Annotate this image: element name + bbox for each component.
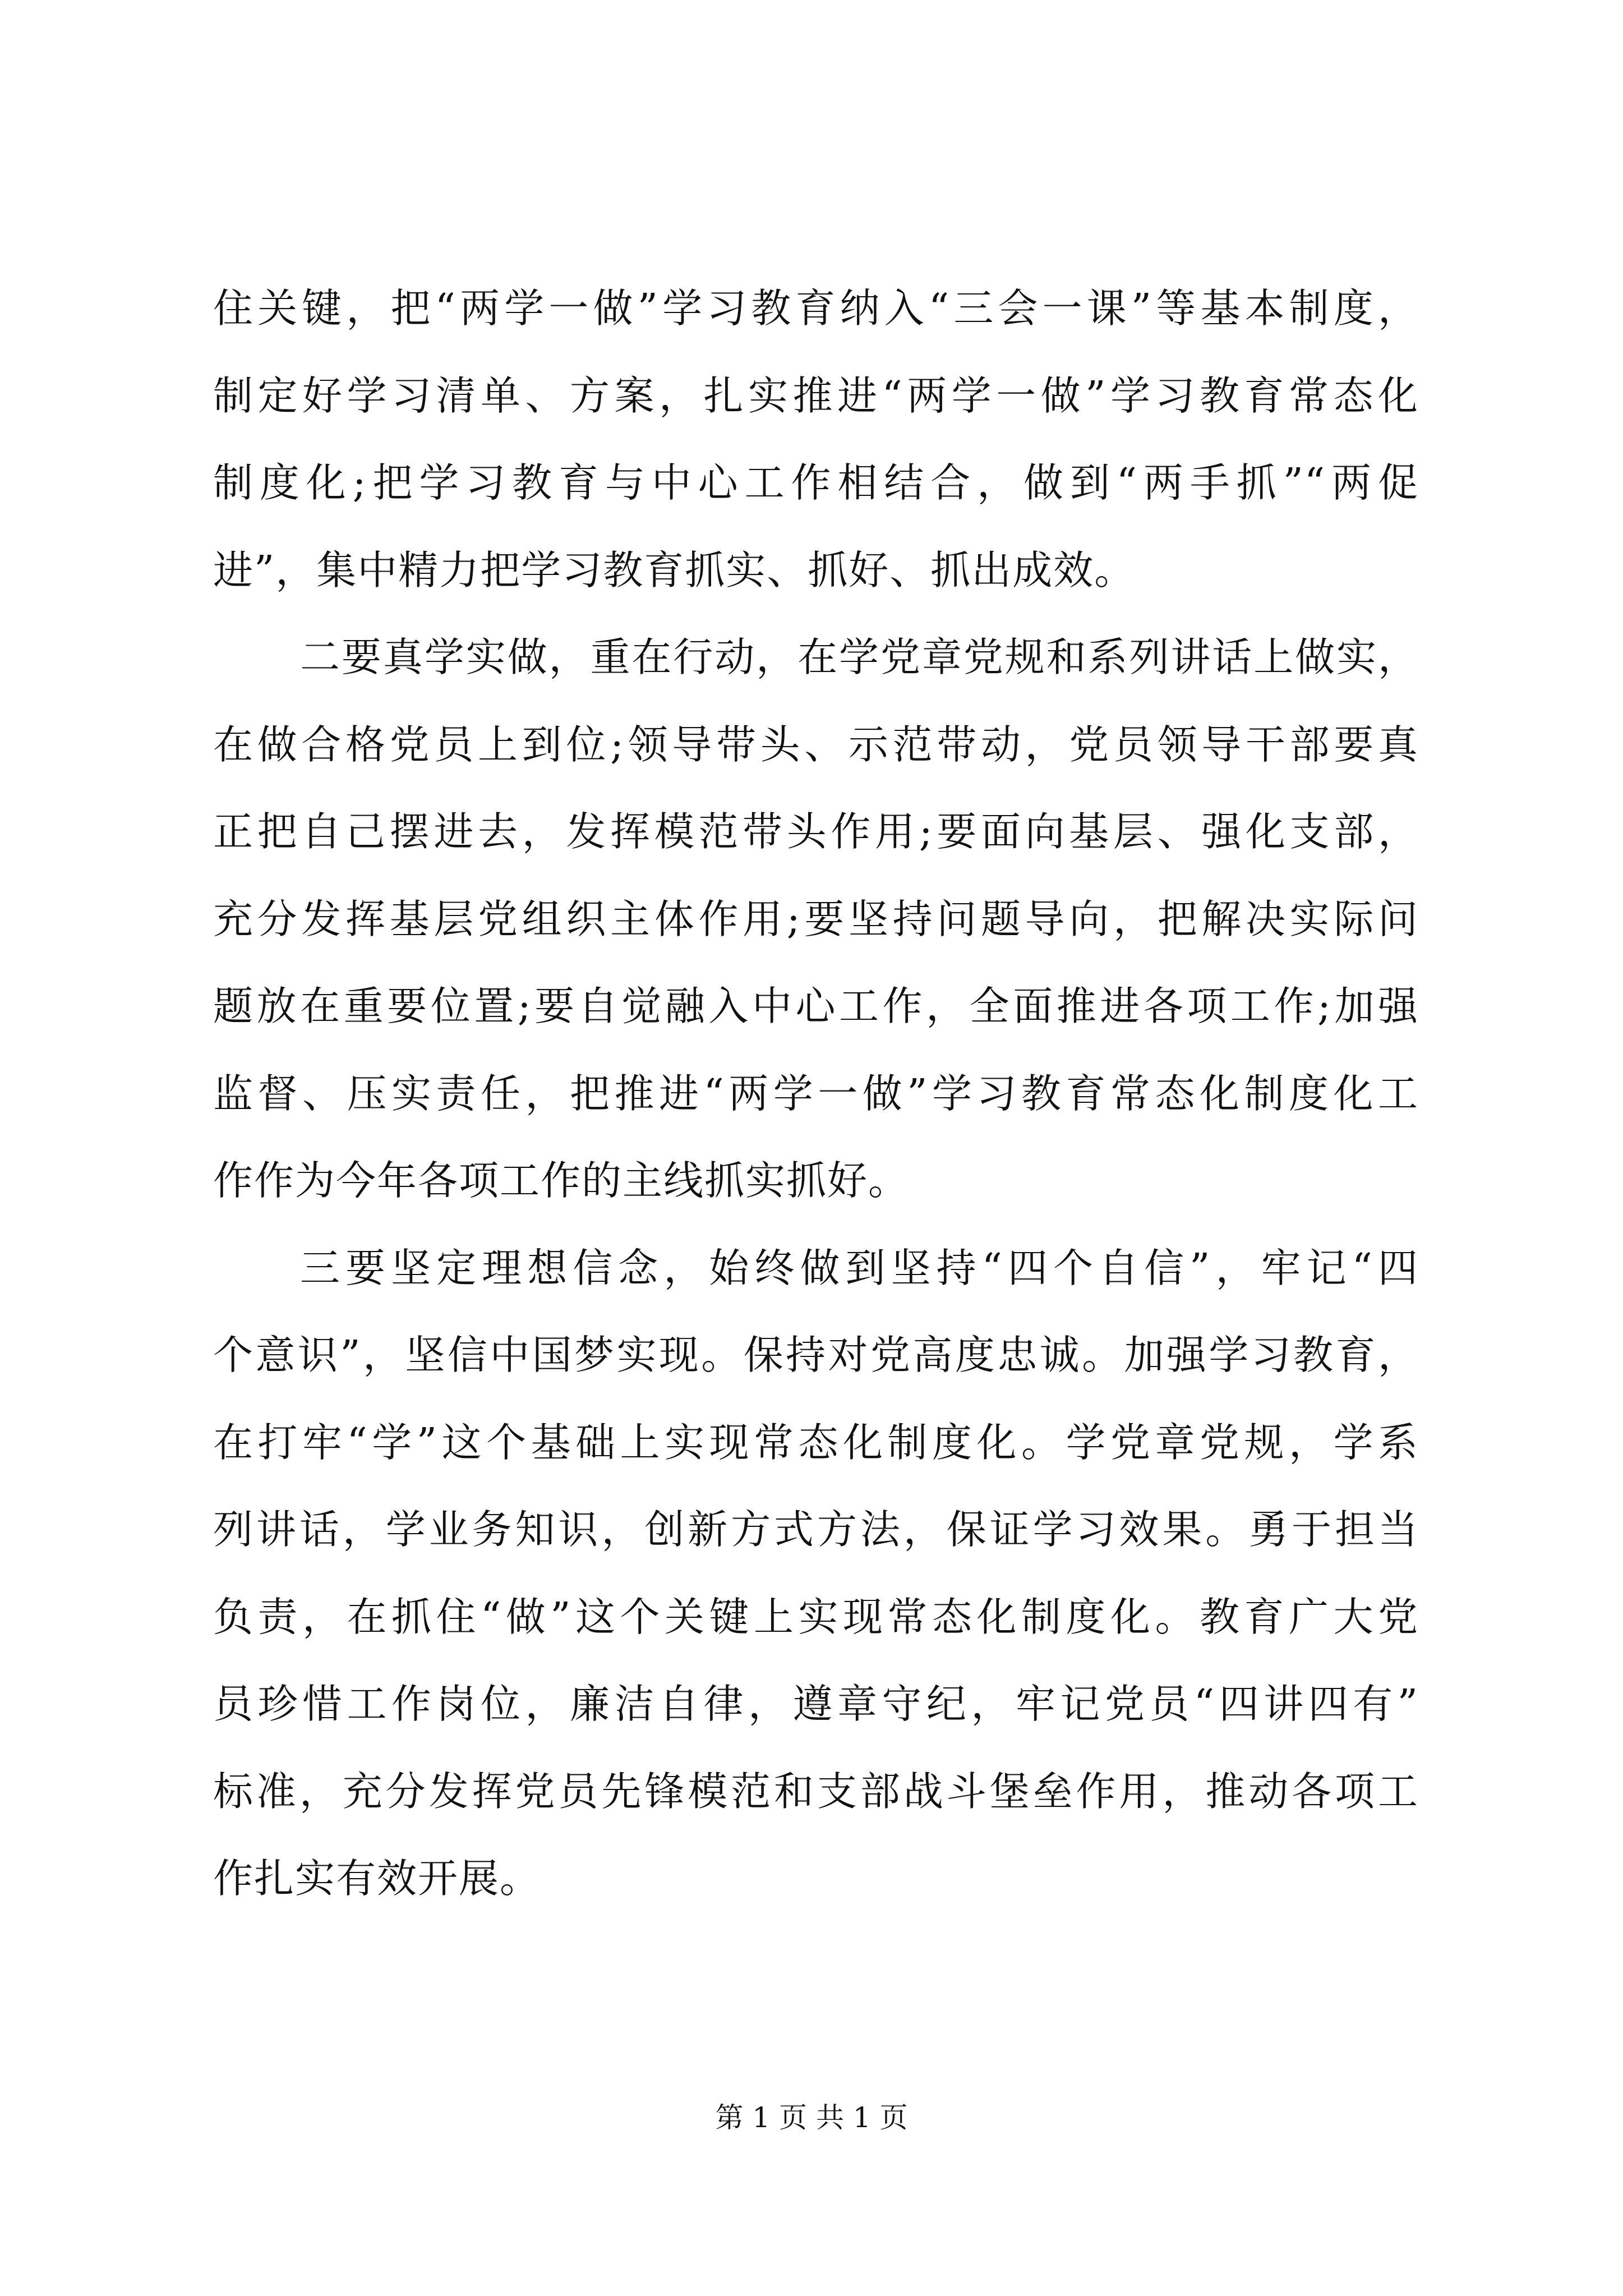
text-line: 监督、压实责任，把推进“两学一做”学习教育常态化制度化工 — [213, 1070, 1419, 1117]
text-line: 个意识”，坚信中国梦实现。保持对党高度忠诚。加强学习教育， — [213, 1332, 1419, 1378]
page-footer: 第 1 页 共 1 页 — [715, 2101, 908, 2134]
text-line: 作作为今年各项工作的主线抓实抓好。 — [213, 1157, 910, 1204]
text-line: 题放在重要位置;要自觉融入中心工作，全面推进各项工作;加强 — [213, 983, 1419, 1029]
text-line: 进”，集中精力把学习教育抓实、抓好、抓出成效。 — [213, 546, 1136, 593]
text-line: 制定好学习清单、方案，扎实推进“两学一做”学习教育常态化 — [213, 372, 1419, 419]
text-line: 正把自己摆进去，发挥模范带头作用;要面向基层、强化支部， — [213, 808, 1419, 855]
text-line: 员珍惜工作岗位，廉洁自律，遵章守纪，牢记党员“四讲四有” — [213, 1681, 1419, 1727]
body-text — [213, 265, 1419, 1922]
paragraph-2-first-line: 二要真学实做，重在行动，在学党章党规和系列讲话上做实， — [300, 634, 1419, 680]
paragraph-3-first-line: 三要坚定理想信念，始终做到坚持“四个自信”，牢记“四 — [300, 1244, 1419, 1291]
text-line: 标准，充分发挥党员先锋模范和支部战斗堡垒作用，推动各项工 — [213, 1768, 1419, 1815]
text-line: 列讲话，学业务知识，创新方式方法，保证学习效果。勇于担当 — [213, 1506, 1419, 1553]
text-line: 在做合格党员上到位;领导带头、示范带动，党员领导干部要真 — [213, 721, 1419, 768]
text-line: 制度化;把学习教育与中心工作相结合，做到“两手抓”“两促 — [213, 459, 1419, 506]
text-line: 作扎实有效开展。 — [213, 1855, 541, 1902]
text-line: 在打牢“学”这个基础上实现常态化制度化。学党章党规，学系 — [213, 1419, 1419, 1466]
text-line: 负责，在抓住“做”这个关键上实现常态化制度化。教育广大党 — [213, 1593, 1419, 1640]
text-line: 充分发挥基层党组织主体作用;要坚持问题导向，把解决实际问 — [213, 895, 1419, 942]
text-line: 住关键，把“两学一做”学习教育纳入“三会一课”等基本制度， — [213, 285, 1419, 332]
